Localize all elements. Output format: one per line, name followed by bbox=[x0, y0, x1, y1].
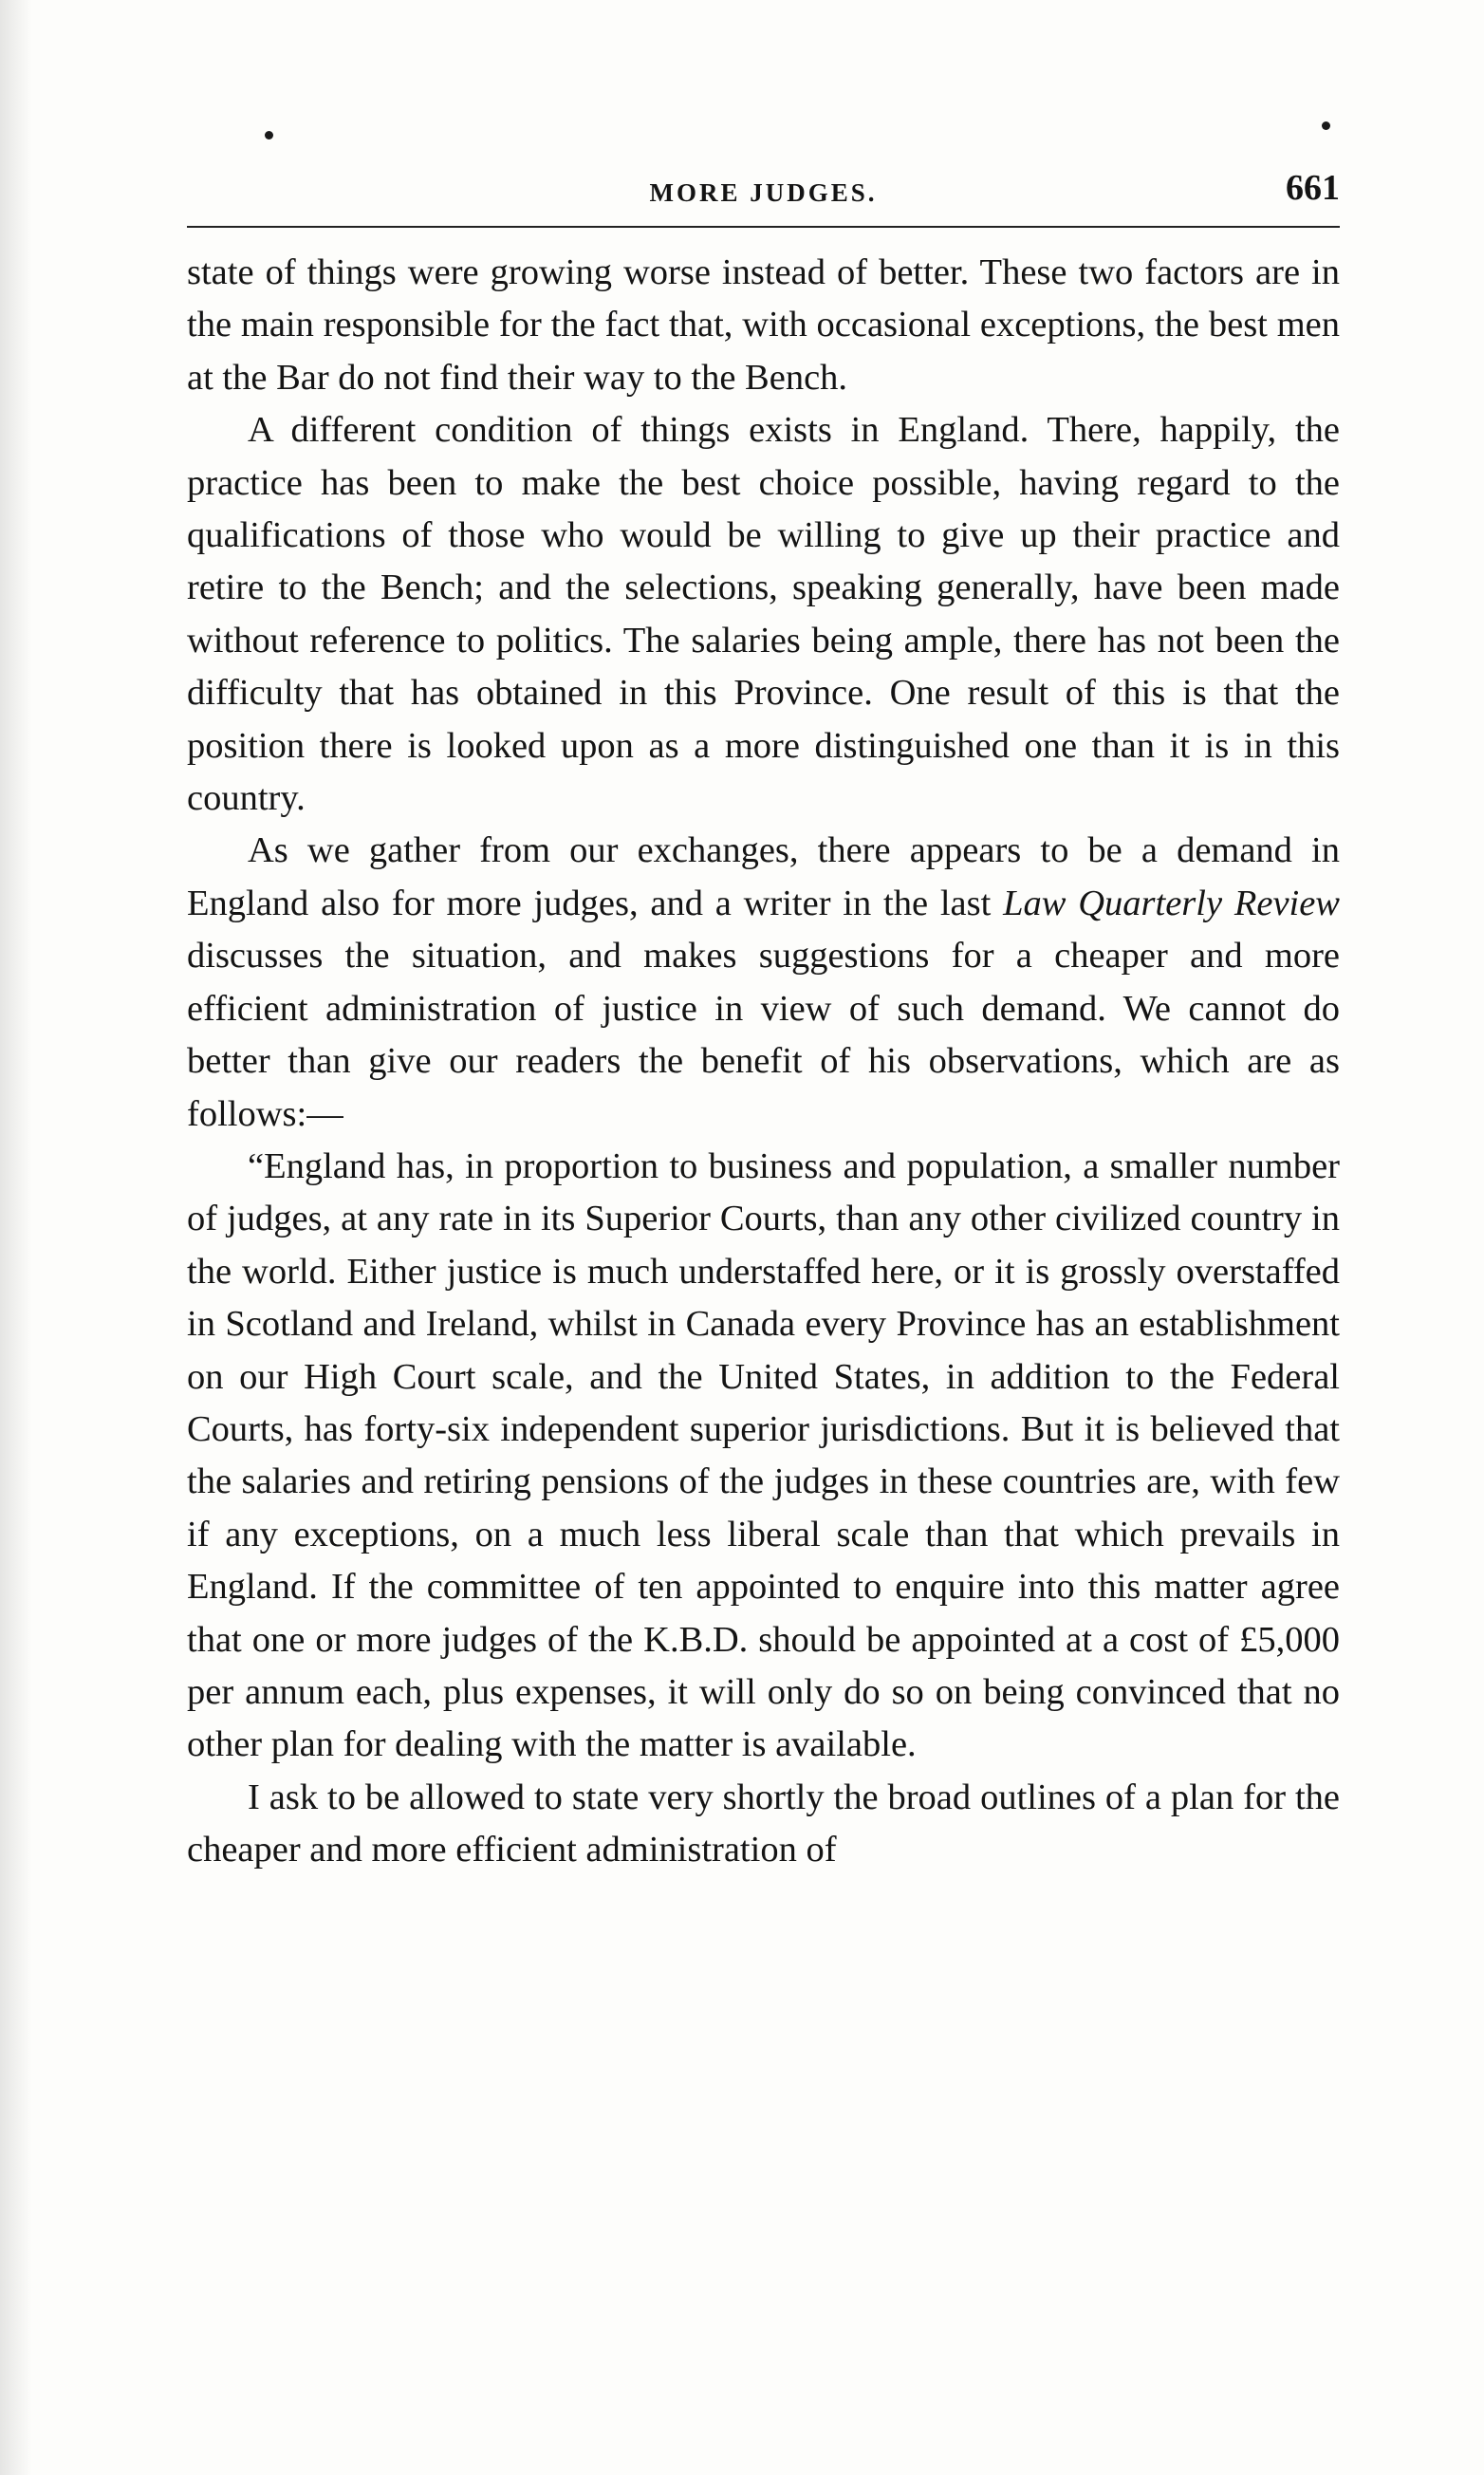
paragraph-text: discusses the situation, and makes suggestions for a cheaper and more efficient administration of justice in view of such demand. We cannot do better than give our readers the benefit of his observations, which are as follows:— bbox=[187, 936, 1340, 1134]
paragraph: A different condition of things exists in England. There, happily, the practice has been to make the best choice possible, having regard to the qualifications of those who would be willing to give up their practice and retire to the Bench; and the selections, speaking generally, have been made without reference to politics. The salaries being ample, there has not been the difficulty that has obtained in this Province. One result of this is that the position there is looked upon as a more distinguished one than it is in this country. bbox=[187, 410, 1340, 819]
body-text bbox=[187, 247, 1340, 1877]
print-speck bbox=[265, 131, 273, 140]
page-header bbox=[187, 142, 1340, 209]
paragraph bbox=[187, 825, 1340, 1140]
header-rule bbox=[187, 226, 1340, 228]
page-number: 661 bbox=[1286, 168, 1340, 208]
journal-title: Law Quarterly Review bbox=[1003, 883, 1340, 923]
paragraph: state of things were growing worse instead of better. These two factors are in the main responsible for the fact that, with occasional exceptions, the best men at the Bar do not find their way to the Bench. bbox=[187, 252, 1340, 398]
quoted-paragraph: “England has, in proportion to business and population, a smaller number of judges, at any rate in its Superior Courts, than any other civilized country in the world. Either justice is much understaffed here, or it is grossly overstaffed in Scotland and Ireland, whilst in Canada every Province has an establishment on our High Court scale, and the United States, in addition to the Federal Courts, has forty-six independent superior jurisdictions. But it is believed that the salaries and retiring pensions of the judges in these countries are, with few if any exceptions, on a much less liberal scale than that which prevails in England. If the committee of ten appointed to enquire into this matter agree that one or more judges of the K.B.D. should be appointed at a cost of £5,000 per annum each, plus expenses, it will only do so on being convinced that no other plan for dealing with the matter is available. bbox=[187, 1145, 1340, 1765]
page-edge-shadow bbox=[0, 0, 32, 2475]
print-speck bbox=[1322, 121, 1330, 130]
paragraph-text: As we gather from our exchanges, there appears to be a demand in England also for more judges, and a writer in the last bbox=[187, 830, 1340, 923]
book-page bbox=[187, 142, 1340, 1877]
paragraph: I ask to be allowed to state very shortly the broad outlines of a plan for the cheaper and more efficient administration of bbox=[187, 1777, 1340, 1870]
running-head: MORE JUDGES. bbox=[649, 178, 878, 207]
